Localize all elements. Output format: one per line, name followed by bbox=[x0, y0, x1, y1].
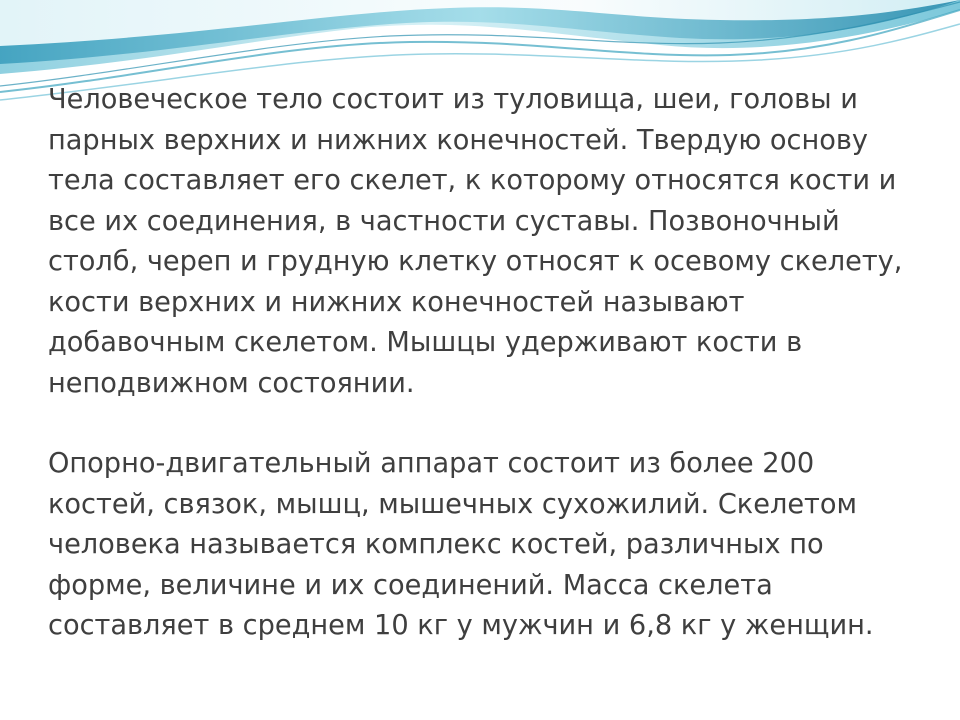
paragraph-1: Человеческое тело состоит из туловища, шеи, головы и парных верхних и нижних конечностей. Твердую основу тела составляет его скелет, к которому относятся кости и все их соединения, в частности суставы. Позвоночный столб, череп и грудную клетку относят к осевому скелету, кости верхних и нижних конечностей называют добавочным скелетом. Мышцы удерживают кости в неподвижном состоянии. bbox=[48, 84, 903, 399]
paragraph-2: Опорно-двигательный аппарат состоит из более 200 костей, связок, мышц, мышечных сухожилий. Скелетом человека называется комплекс костей, различных по форме, величине и их соединений. Масса скелета составляет в среднем 10 кг у мужчин и 6,8 кг у женщин. bbox=[48, 448, 874, 641]
text-content bbox=[48, 80, 918, 647]
